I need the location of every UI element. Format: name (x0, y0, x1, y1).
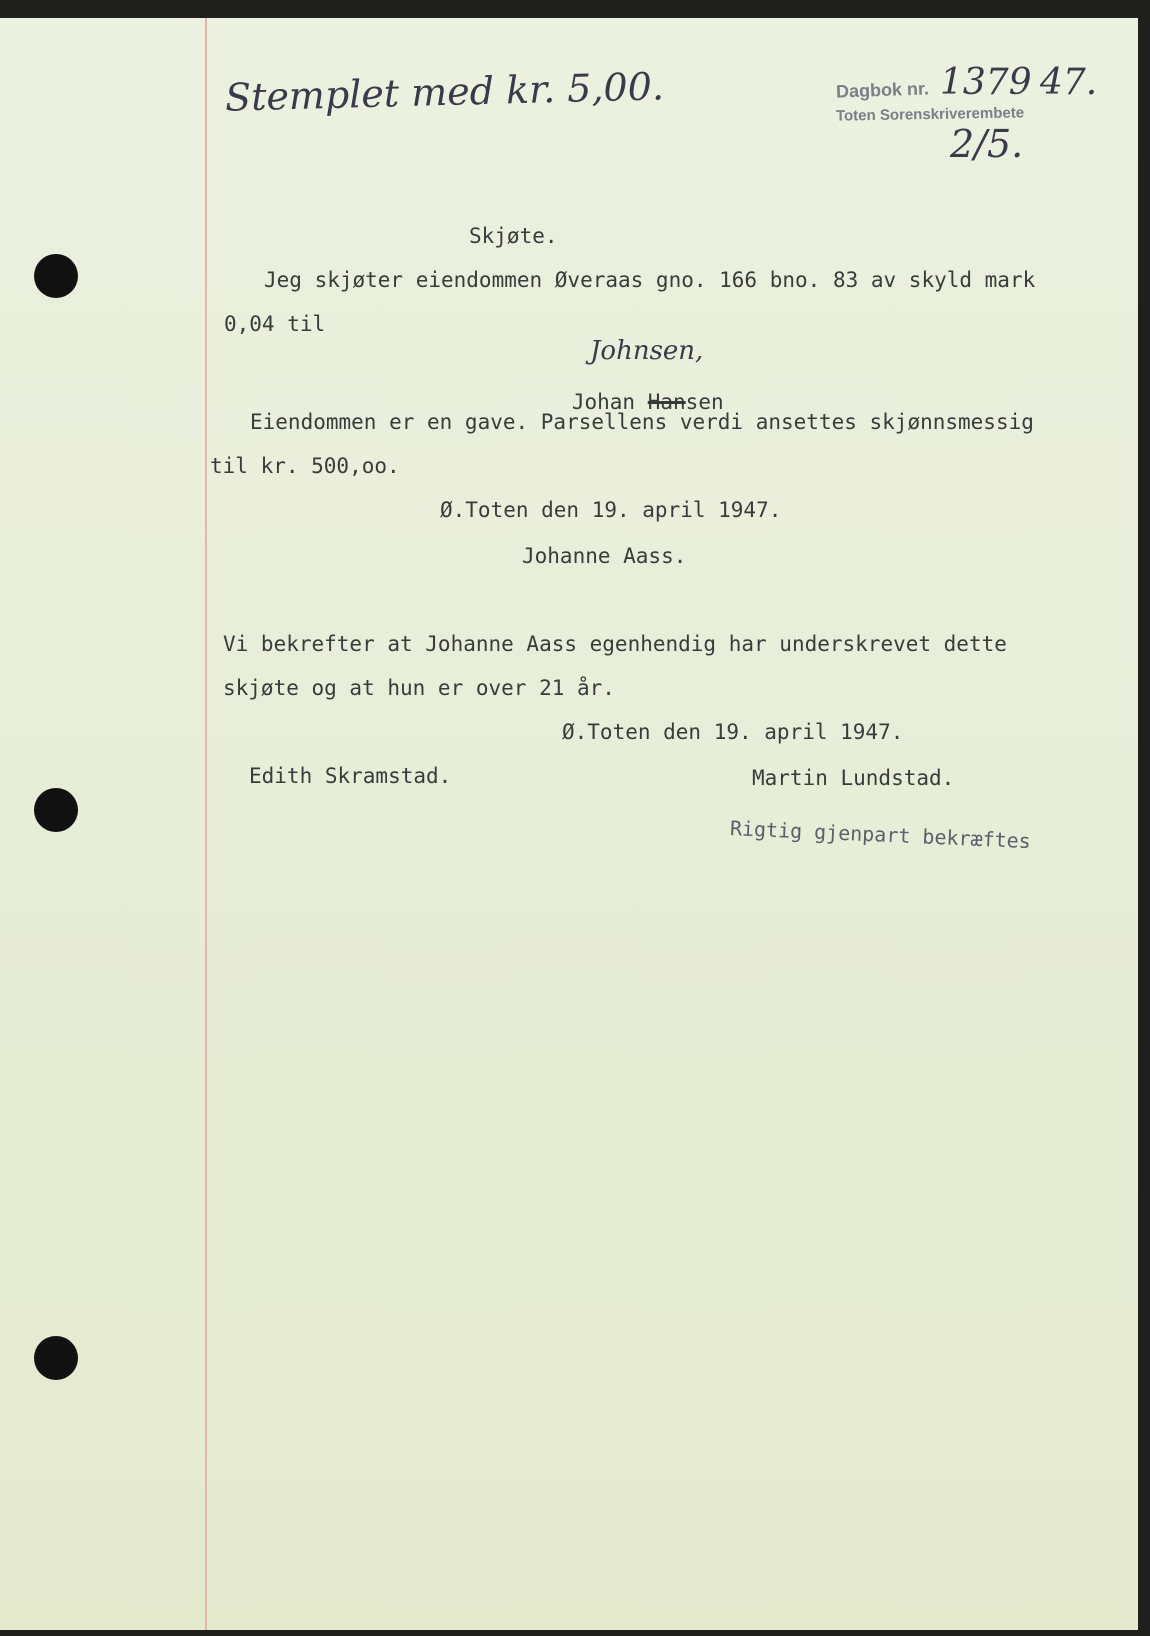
deed-line-4: til kr. 500,oo. (210, 454, 400, 478)
certification-stamp: Rigtig gjenpart bekræftes (729, 816, 1032, 854)
place-date-1: Ø.Toten den 19. april 1947. (440, 498, 782, 522)
margin-line (205, 18, 207, 1630)
recipient-struck-part: Han (647, 390, 686, 414)
witness-line-2: skjøte og at hun er over 21 år. (223, 676, 615, 700)
deed-line-1: Jeg skjøter eiendommen Øveraas gno. 166 bno. 83 av skyld mark (264, 268, 1036, 292)
punch-hole-top (34, 254, 78, 298)
recipient-first-name: Johan (571, 390, 636, 414)
document-title: Skjøte. (469, 224, 558, 248)
witness-1-name: Edith Skramstad. (249, 764, 452, 788)
document-sheet (0, 18, 1138, 1630)
date-mark: 2/5. (950, 122, 1024, 166)
dagbok-number: 1379 (940, 62, 1032, 103)
deed-line-2: 0,04 til (224, 312, 326, 336)
dagbok-label: Dagbok nr. (835, 78, 930, 102)
stamp-duty-note: Stemplet med kr. 5,00. (224, 64, 665, 120)
recipient-correction: Johnsen, (590, 336, 704, 366)
office-stamp: Toten Sorenskriverembete (835, 104, 1025, 125)
signer-name: Johanne Aass. (522, 544, 687, 568)
place-date-2: Ø.Toten den 19. april 1947. (562, 720, 904, 744)
deed-line-3: Eiendommen er en gave. Parsellens verdi ansettes skjønnsmessig (250, 410, 1034, 434)
witness-line-1: Vi bekrefter at Johanne Aass egenhendig har underskrevet dette (223, 632, 1007, 656)
dagbok-year: 47. (1040, 62, 1098, 103)
witness-2-name: Martin Lundstad. (752, 766, 955, 790)
punch-hole-bottom (34, 1336, 78, 1380)
punch-hole-middle (34, 788, 78, 832)
recipient-rest: sen (685, 390, 724, 414)
